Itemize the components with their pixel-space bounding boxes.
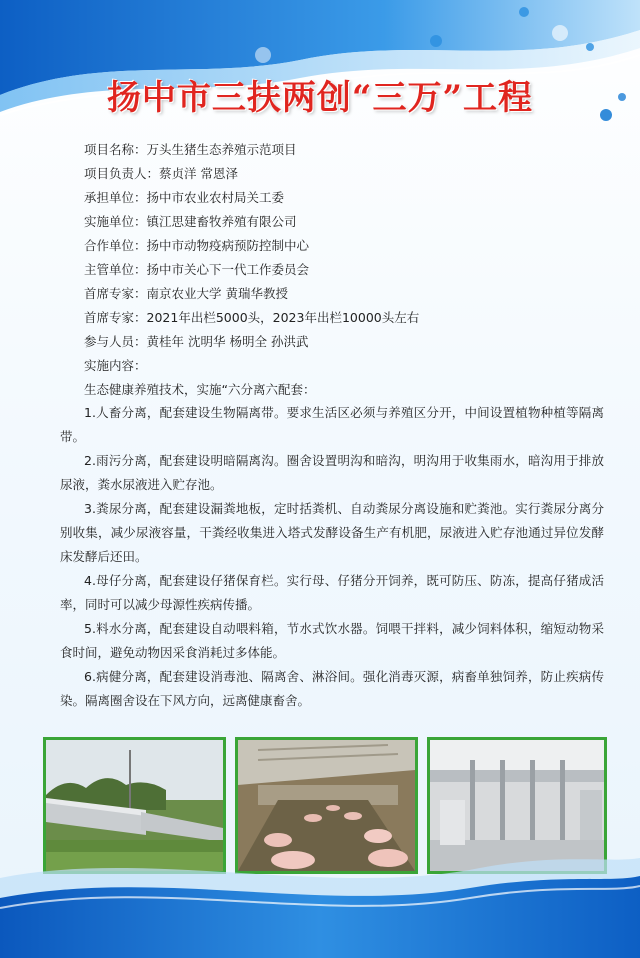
info-label: 承担单位 ： (84, 190, 147, 205)
bottom-wave-decoration (0, 838, 640, 958)
info-label: 首席专家 ： (84, 310, 147, 325)
info-value: 镇江思建畜牧养殖有限公司 (146, 214, 297, 229)
project-info (84, 138, 604, 354)
content-item: 4.母仔分离，配套建设仔猪保育栏。实行母、仔猪分开饲养，既可防压、防冻，提高仔猪成活率，同时可以减少母源性疾病传播。 (60, 573, 604, 612)
info-value: 蔡贞洋 常恩泽 (159, 166, 239, 181)
content-item: 3.粪尿分离，配套建设漏粪地板，定时括粪机、自动粪尿分离设施和贮粪池。实行粪尿分离分别收集，减少尿液容量，干粪经收集进入塔式发酵设备生产有机肥，尿液进入贮存池通过异位发酵床发酵后还田。 (60, 501, 604, 564)
content-item: 1.人畜分离，配套建设生物隔离带。要求生活区必须与养殖区分开，中间设置植物种植等隔离带。 (60, 405, 604, 444)
content-item: 6.病健分离，配套建设消毒池、隔离舍、淋浴间。强化消毒灭源，病畜单独饲养，防止疾病传染。隔离圈舍设在下风方向，远离健康畜舍。 (60, 669, 604, 708)
info-value: 南京农业大学 黄瑞华教授 (146, 286, 289, 301)
info-row (84, 234, 604, 258)
content-item: 5.料水分离，配套建设自动喂料箱，节水式饮水器。饲喂干拌料，减少饲料体积，缩短动物采食时间，避免动物因采食消耗过多体能。 (60, 621, 604, 660)
info-label: 参与人员 ： (84, 334, 147, 349)
info-row (84, 138, 604, 162)
info-label: 主管单位 ： (84, 262, 147, 277)
info-label: 项目名称 ： (84, 142, 147, 157)
info-row (84, 210, 604, 234)
content-intro: 生态健康养殖技术，实施“六分离六配套： (84, 382, 316, 397)
info-label: 首席专家 ： (84, 286, 147, 301)
content-label: 实施内容 ： (84, 354, 147, 378)
info-row (84, 186, 604, 210)
content-items (60, 401, 604, 713)
info-label: 实施单位 ： (84, 214, 147, 229)
info-value: 万头生猪生态养殖示范项目 (146, 142, 297, 157)
info-value: 扬中市农业农村局关工委 (146, 190, 285, 205)
info-value: 扬中市动物疫病预防控制中心 (146, 238, 310, 253)
info-row (84, 282, 604, 306)
info-value: 扬中市关心下一代工作委员会 (146, 262, 310, 277)
info-value: 2021年出栏5000头，2023年出栏10000头左右 (146, 310, 420, 325)
info-row (84, 258, 604, 282)
info-value: 黄桂年 沈明华 杨明全 孙洪武 (146, 334, 309, 349)
content-item: 2.雨污分离，配套建设明暗隔离沟。圈舍设置明沟和暗沟，明沟用于收集雨水，暗沟用于排放尿液，粪水尿液进入贮存池。 (60, 453, 604, 492)
info-label: 合作单位 ： (84, 238, 147, 253)
info-label: 项目负责人 ： (84, 166, 159, 181)
poster-title: 扬中市三扶两创“三万”工程 (106, 78, 534, 118)
info-row (84, 162, 604, 186)
info-row (84, 330, 604, 354)
info-row (84, 306, 604, 330)
